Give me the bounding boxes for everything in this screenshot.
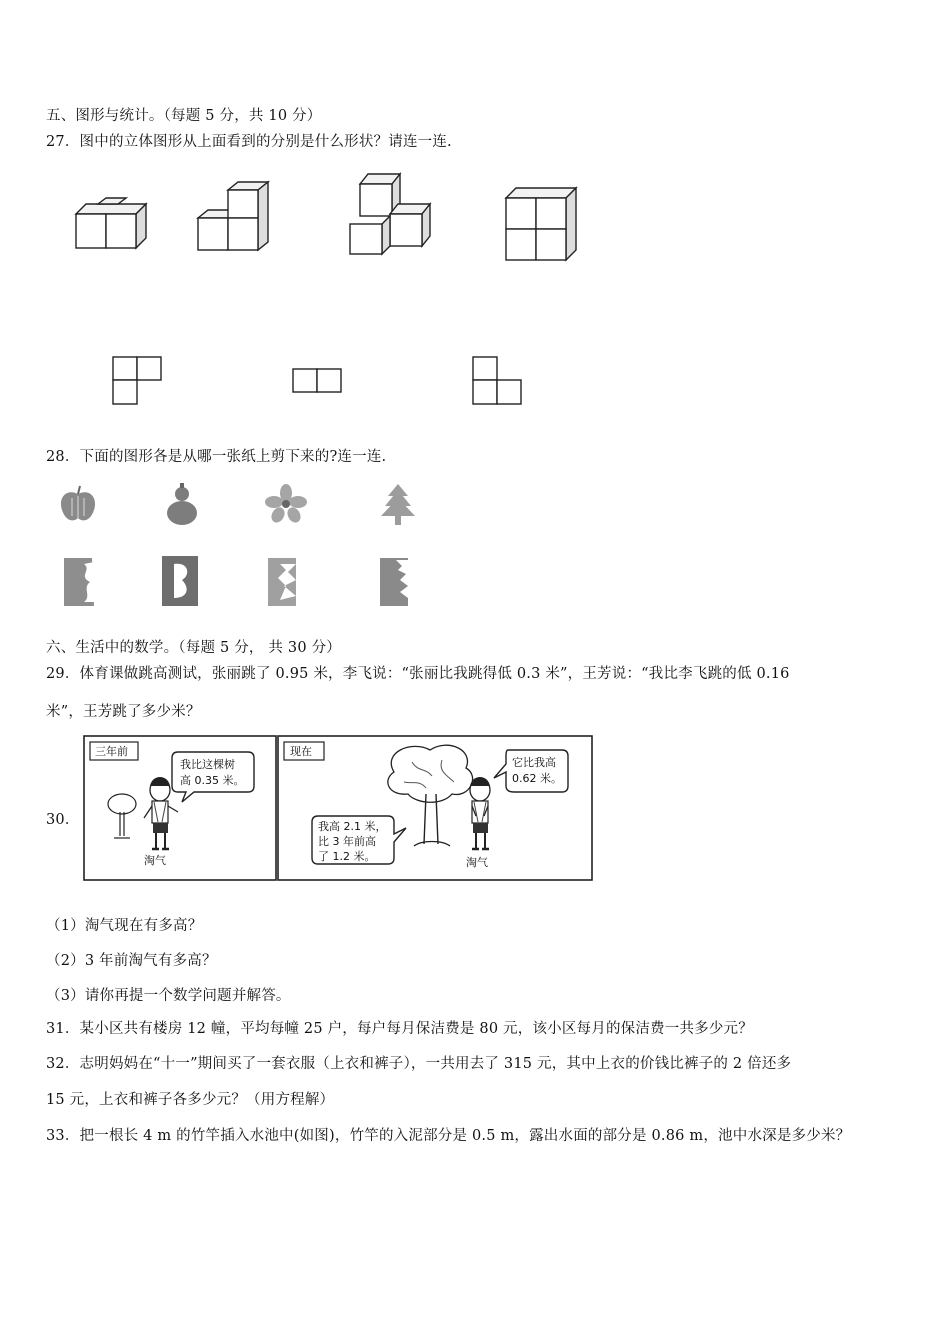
paper-cut-2 bbox=[160, 554, 200, 608]
question-30-sub-2: （2）3 年前淘气有多高？ bbox=[46, 953, 217, 969]
question-29-line-1: 29．体育课做跳高测试，张丽跳了 0.95 米，李飞说：“张丽比我跳得低 0.3 米”，王芳说：“我比李飞跳的低 0.16 bbox=[46, 666, 790, 682]
gourd-shape-icon bbox=[164, 482, 200, 526]
question-29-line-2: 米”，王芳跳了多少米？ bbox=[46, 704, 201, 720]
section-five-title: 五、图形与统计。（每题 5 分，共 10 分） bbox=[46, 108, 322, 124]
paper-cut-3 bbox=[266, 556, 300, 608]
top-view-2 bbox=[292, 368, 342, 394]
top-view-1 bbox=[112, 356, 162, 406]
question-27-text: 27．图中的立体图形从上面看到的分别是什么形状？请连一连. bbox=[46, 134, 452, 150]
question-28-text: 28．下面的图形各是从哪一张纸上剪下来的?连一连. bbox=[46, 449, 387, 465]
kid-name-left: 淘气 bbox=[144, 854, 166, 867]
kid-name-right: 淘气 bbox=[466, 856, 488, 869]
top-view-3 bbox=[472, 356, 522, 406]
bubble-left-line-2: 高 0.35 米。 bbox=[180, 774, 245, 787]
question-33-text: 33．把一根长 4 m 的竹竿插入水池中(如图)，竹竿的入泥部分是 0.5 m，露出水面的部分是 0.86 m，池中水深是多少米？ bbox=[46, 1128, 851, 1144]
flower-shape-icon bbox=[264, 484, 308, 524]
paper-cut-4 bbox=[378, 556, 412, 608]
solid-figure-2 bbox=[198, 180, 272, 252]
bubble-right-line-2: 0.62 米。 bbox=[512, 772, 562, 785]
comic-illustration bbox=[82, 732, 596, 884]
panel-right-label: 现在 bbox=[290, 745, 312, 758]
tree-shape-icon bbox=[378, 484, 418, 526]
apple-shape-icon bbox=[58, 484, 98, 524]
bubble-tree-line-1: 我高 2.1 米， bbox=[318, 820, 387, 833]
solid-figure-4 bbox=[506, 186, 580, 262]
question-32-line-1: 32．志明妈妈在“十一”期间买了一套衣服（上衣和裤子），一共用去了 315 元，其中上衣的价钱比裤子的 2 倍还多 bbox=[46, 1056, 792, 1072]
question-32-line-2: 15 元，上衣和裤子各多少元？（用方程解） bbox=[46, 1092, 335, 1108]
solid-figure-3 bbox=[350, 172, 434, 256]
solid-figure-1 bbox=[76, 196, 156, 252]
question-30-sub-1: （1）淘气现在有多高？ bbox=[46, 918, 203, 934]
bubble-tree-line-3: 了 1.2 米。 bbox=[318, 850, 376, 863]
bubble-tree-line-2: 比 3 年前高 bbox=[318, 835, 376, 848]
paper-cut-1 bbox=[62, 556, 96, 608]
question-30-number: 30． bbox=[46, 812, 80, 828]
section-six-title: 六、生活中的数学。（每题 5 分， 共 30 分） bbox=[46, 640, 341, 656]
question-30-sub-3: （3）请你再提一个数学问题并解答。 bbox=[46, 988, 291, 1004]
panel-left-label: 三年前 bbox=[95, 745, 128, 758]
bubble-right-line-1: 它比我高 bbox=[512, 756, 556, 769]
bubble-left-line-1: 我比这棵树 bbox=[180, 758, 235, 771]
question-31-text: 31．某小区共有楼房 12 幢，平均每幢 25 户，每户每月保洁费是 80 元，该小区每月的保洁费一共多少元？ bbox=[46, 1021, 753, 1037]
